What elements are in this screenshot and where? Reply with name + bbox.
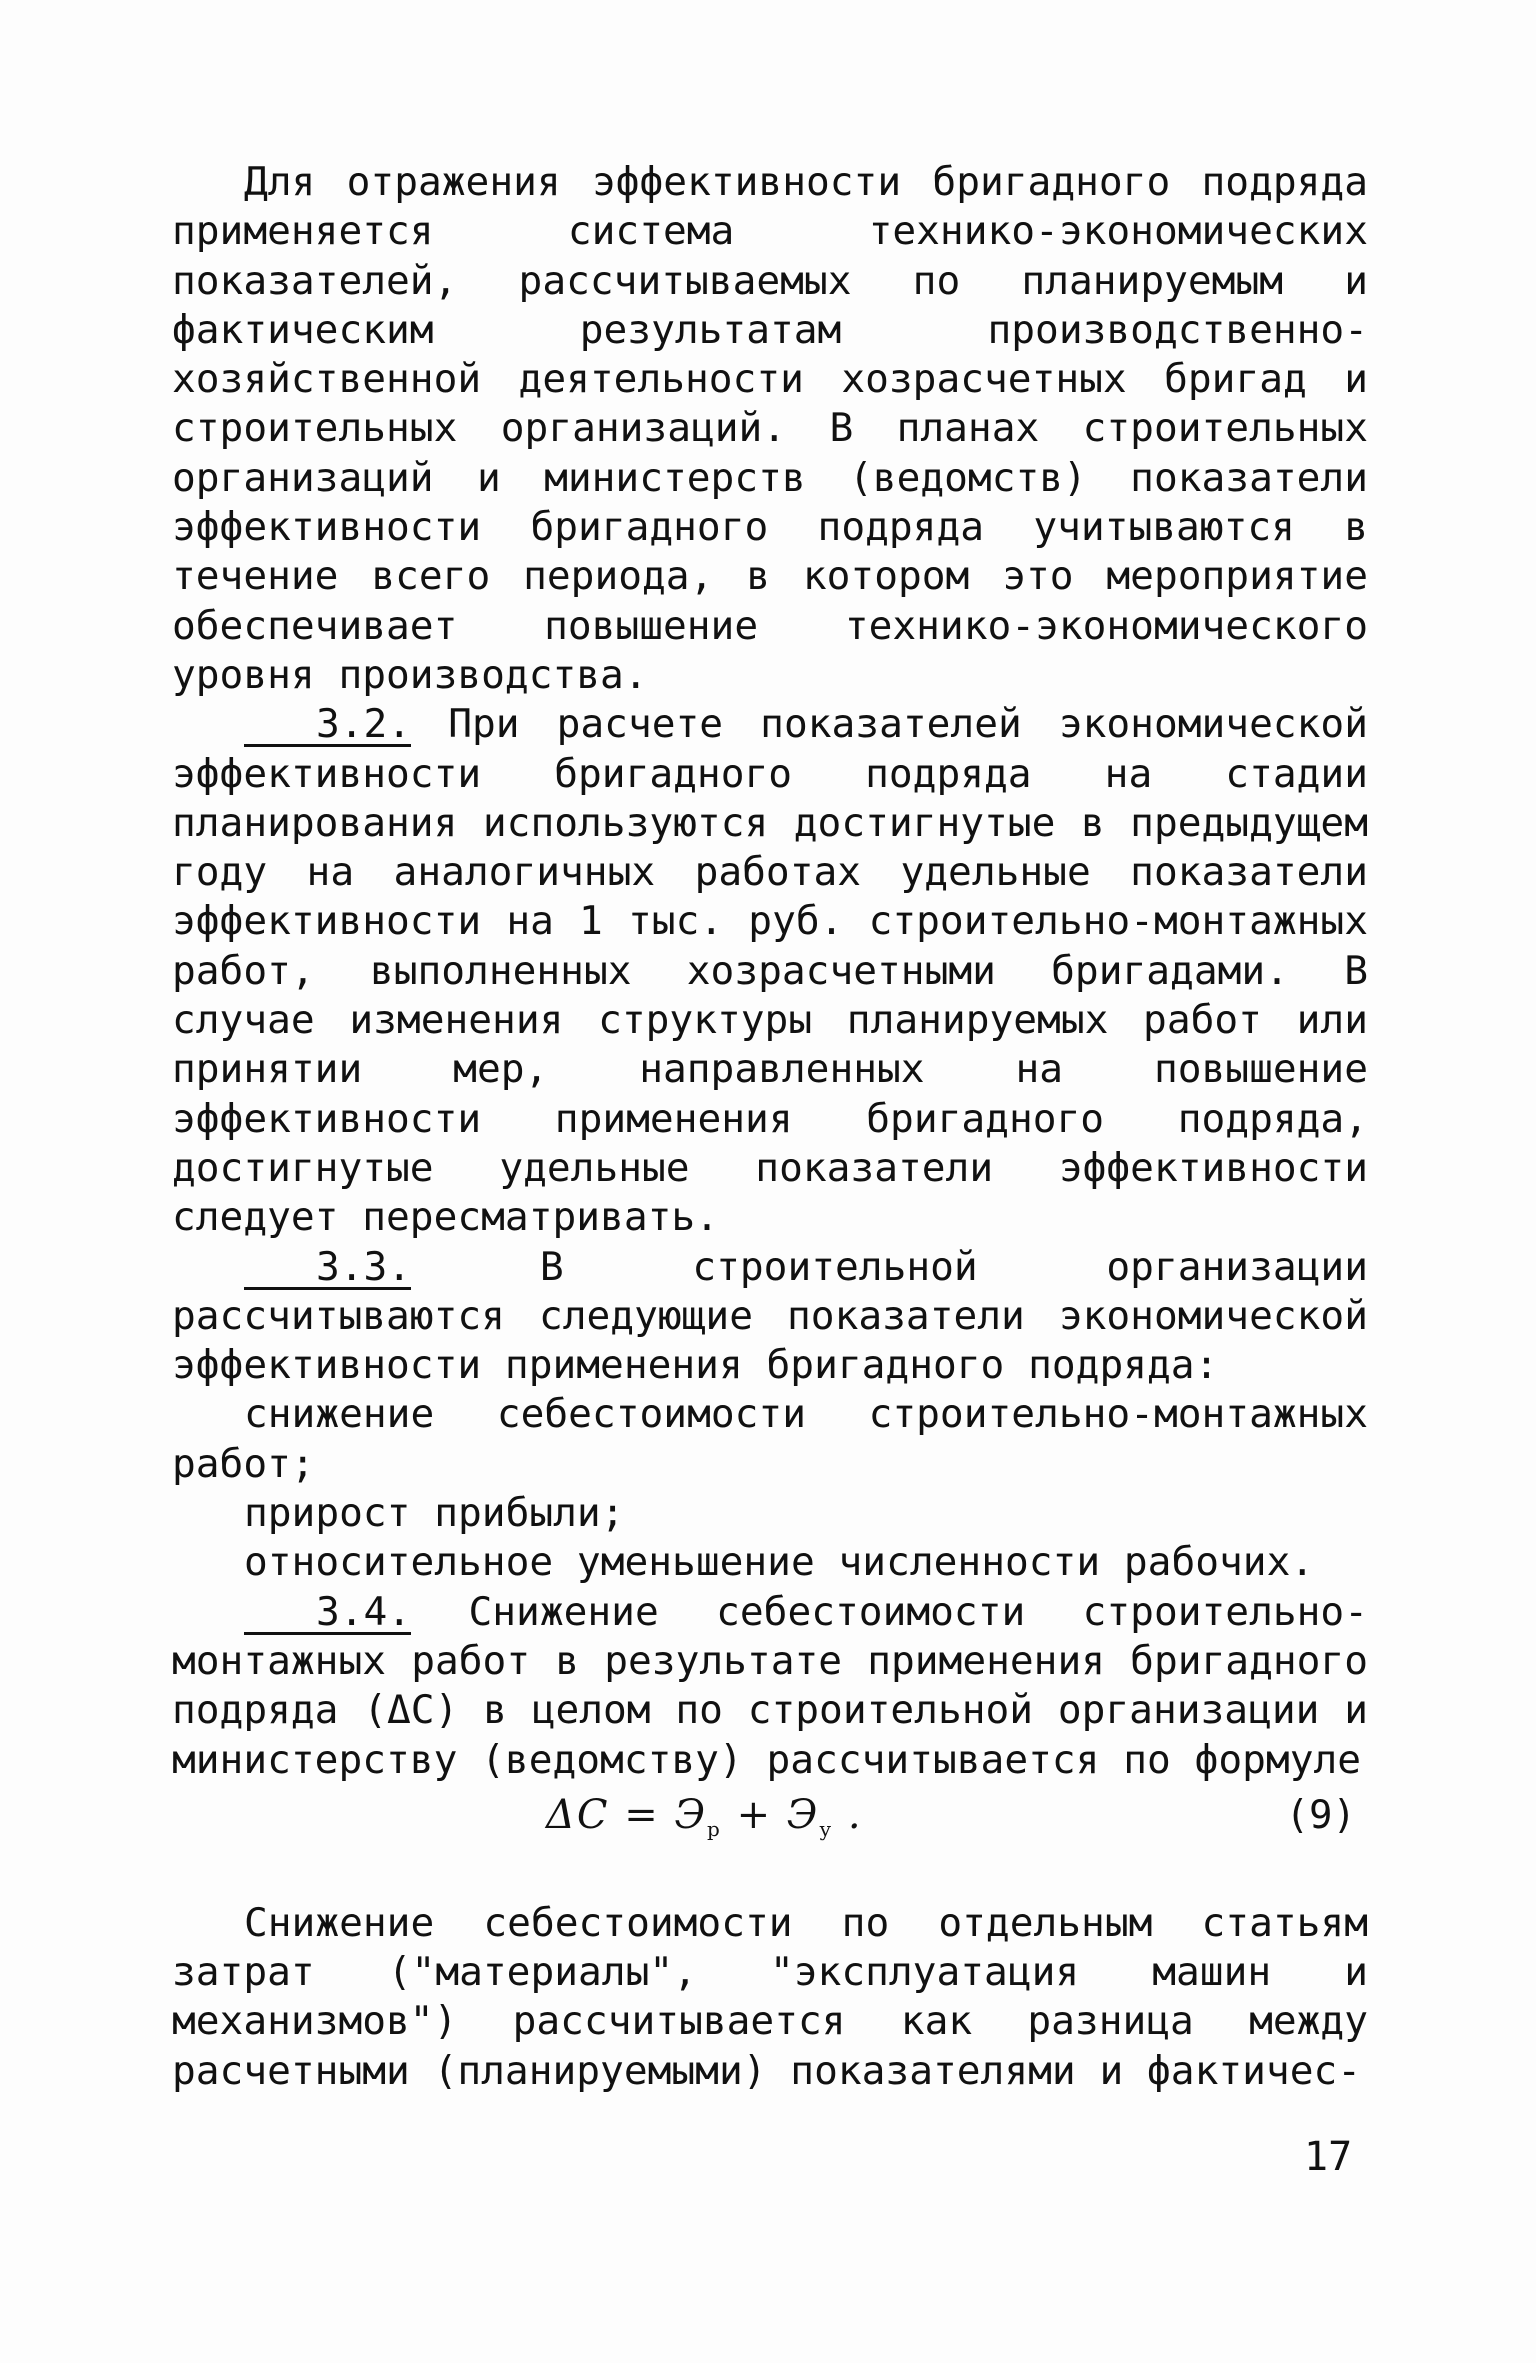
page-number: 17 xyxy=(1304,2134,1353,2180)
paragraph-3-4-text: Снижение себестоимости строительно-монтажных работ в результате применения бригадного подряда (ΔC) в целом по строительной организации и министерству (ведомству) рассчитывается по формуле xyxy=(172,1588,1368,1783)
paragraph-5: Снижение себестоимости по отдельным статьям затрат ("материалы", "эксплуатация машин и механизмов") рассчитывается как разница между расчетными (планируемыми) показателями и фактичес- xyxy=(172,1899,1368,2094)
formula-number: (9) xyxy=(1285,1792,1356,1838)
body-text xyxy=(172,158,1368,2096)
formula-expression: $\Delta C = Э_р + Э_у$ . xyxy=(546,1791,863,1841)
paragraph-3-3 xyxy=(172,1243,1368,1391)
section-number-3-4: 3.4. xyxy=(244,1592,411,1635)
paragraph-3-3-text: В строительной организации рассчитываются следующие показатели экономической эффективности применения бригадного подряда: xyxy=(172,1243,1368,1389)
list-item-1: снижение себестоимости строительно-монтажных работ; xyxy=(172,1391,1368,1487)
section-number-3-2: 3.2. xyxy=(244,704,411,747)
section-number-3-3: 3.3. xyxy=(244,1247,411,1290)
paragraph-1: Для отражения эффективности бригадного подряда применяется система технико-экономических показателей, рассчитываемых по планируемым и фактическим результатам производственно-хозяйственной деятельности хозрасчетных бригад и строительных организаций. В планах строительных организаций и министерств (ведомств) показатели эффективности бригадного подряда учитываются в течение всего периода, в котором это мероприятие обеспечивает повышение технико-экономического уровня производства. xyxy=(172,159,1368,698)
paragraph-3-4 xyxy=(172,1588,1368,1785)
list-item-2: прирост прибыли; xyxy=(244,1490,625,1537)
formula-9 xyxy=(172,1785,1368,1855)
list-item-3: относительное уменьшение численности рабочих. xyxy=(244,1539,1315,1586)
paragraph-3-2 xyxy=(172,700,1368,1242)
paragraph-3-2-text: При расчете показателей экономической эффективности бригадного подряда на стадии планирования используются достигнутые в предыдущем году на аналогичных работах удельные показатели эффективности на 1 тыс. руб. строительно-монтажных работ, выполненных хозрасчетными бригадами. В случае изменения структуры планируемых работ или принятии мер, направленных на повышение эффективности применения бригадного подряда, достигнутые удельные показатели эффективности следует пересматривать. xyxy=(172,701,1368,1241)
